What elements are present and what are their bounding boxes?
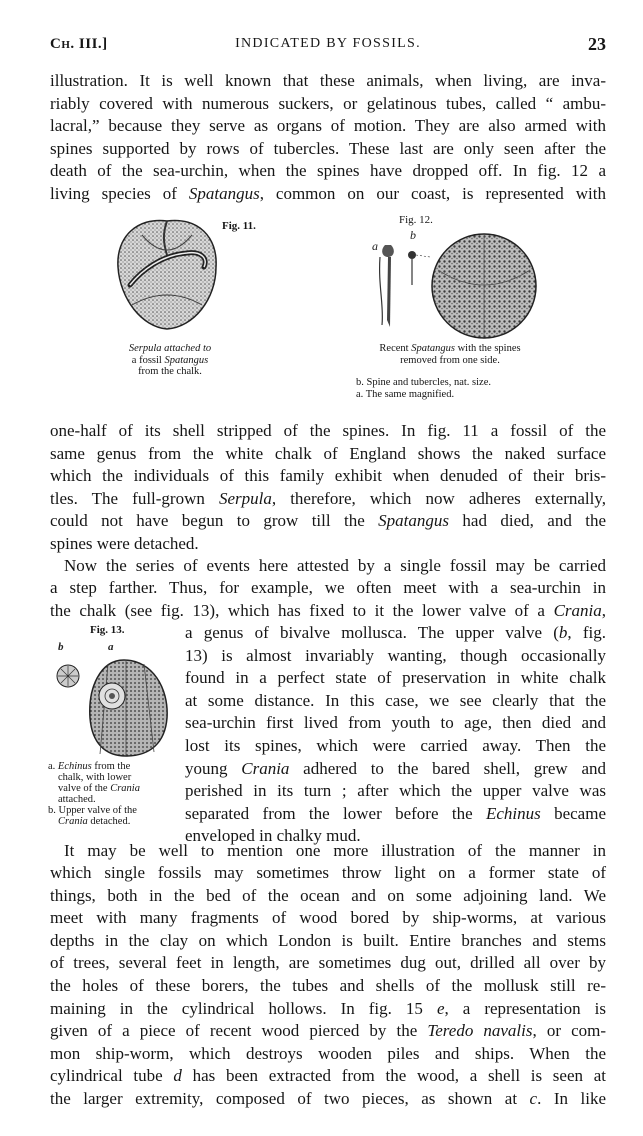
caption-line: attached. [58,794,96,805]
text-line: spines were detached. [50,533,199,553]
caption-line: Recent Spatangus with the spines [379,343,521,354]
paragraph-1 [50,70,606,206]
caption-line: from the chalk. [138,366,202,377]
caption-line: a fossil Spatangus [131,354,209,366]
text-line: could not have begun to grow till the Spatangus had died, and the [50,511,606,531]
text-line: same genus from the white chalk of England shows the naked surface [50,443,606,463]
text-line: lacral,” because they serve as organs of motion. They are also armed with [50,116,606,136]
fig12-mark-a: a [372,239,378,253]
caption-line: Serpula attached to [128,343,212,354]
caption-line: chalk, with lower [58,772,132,783]
echinus-crania-icon [50,638,182,760]
text-line: a genus of bivalve mollusca. The upper valve (b, fig. [185,623,606,642]
text-line: spines supported by rows of tubercles. These last are only seen after the [50,138,606,158]
fossil-spatangus-icon [112,215,222,333]
text-line: the larger extremity, composed of two pieces, as shown at c. In like [50,1088,606,1108]
text-line: mon ship-worm, which destroys wooden piles and ships. When the [50,1043,606,1063]
text-line: a step farther. Thus, for example, we often meet with a sea-urchin in [50,578,606,597]
fig13-label: Fig. 13. [90,624,125,636]
text-line: It may be well to mention one more illustration of the manner in [64,841,606,860]
paragraph-3 [64,555,606,578]
running-header [50,34,606,58]
text-line: illustration. It is well known that these animals, when living, are inva- [50,71,606,90]
fig12-label: Fig. 12. [399,214,433,226]
text-line: lost its spines, which were carried away. Then the [185,735,606,755]
text-line: given of a piece of recent wood pierced by the Teredo navalis, or com- [50,1021,606,1041]
text-line: maining in the cylindrical hollows. In fig. 15 e, a representation is [50,998,606,1018]
fig12-mark-b: b [410,228,416,242]
spatangus-urchin-icon [428,230,540,342]
text-line: the holes of these borers, the tubes and shells of the mollusk still re- [50,975,606,995]
caption-line: a. The same magnified. [356,388,455,400]
caption-line: b. Spine and tubercles, nat. size. [356,377,492,388]
caption-line: valve of the Crania [58,783,140,794]
text-line: tles. The full-grown Serpula, therefore, which now adheres externally, [50,488,606,508]
text-line: one-half of its shell stripped of the spines. In fig. 11 a fossil of the [50,421,606,440]
text-line: which single fossils may sometimes throw light on a former state of [50,863,606,882]
paragraph-2 [50,420,606,556]
text-line: sea-urchin first lived from youth to age, then died and [185,713,606,733]
text-line: Now the series of events here attested by a single fossil may be carried [64,556,606,575]
text-line: at some distance. In this case, we see clearly that the [185,690,606,710]
caption-line: removed from one side. [400,354,500,366]
text-line: depths in the clay on which London is built. Entire branches and stems [50,930,606,950]
text-line: riably covered with numerous suckers, or gelatinous tubes, called “ ambu- [50,93,606,113]
text-line: cylindrical tube d has been extracted from the wood, a shell is seen at [50,1066,606,1086]
text-line: young Crania adhered to the bared shell, grew and [185,758,606,778]
paragraph-3-cont [50,577,606,622]
fig13-illustration [50,638,182,760]
fig12-urchin-illustration [428,230,540,342]
caption-line: b. Upper valve of the [48,805,137,816]
running-title: INDICATED BY FOSSILS. [235,36,421,51]
fig12-spines-illustration [370,225,430,335]
spine-icon [370,225,430,335]
text-line: of trees, several feet in length, are sometimes dug out, drilled all over by [50,953,606,973]
fig12-notes [356,377,576,400]
text-line: found in a perfect state of preservation in white chalk [185,668,606,688]
text-line: separated from the lower before the Echinus became [185,803,607,823]
text-line: meet with many fragments of wood bored by ship-worms, at various [50,908,606,928]
fig13-caption [48,761,180,827]
text-line: the chalk (see fig. 13), which has fixed to it the lower valve of a Crania, [50,600,606,620]
fig13-mark-a: a [108,641,114,653]
fig13-mark-b: b [58,641,64,653]
page-number: 23 [588,34,606,54]
fig12-caption [345,343,555,366]
caption-line: a. Echinus from the [48,761,131,772]
text-line: 13) is almost invariably wanting, though occasionally [185,645,606,665]
chapter-label: Ch. III.] [50,36,108,52]
fig11-caption [95,343,245,378]
paragraph-3-wrapped [185,622,606,848]
text-line: perished in its turn ; after which the upper valve was [185,781,606,801]
fig11-illustration [112,215,222,333]
text-line: which the individuals of this family exhibit when denuded of their bris- [50,466,606,486]
text-line: living species of Spatangus, common on our coast, is represented with [50,183,606,203]
fig11-label: Fig. 11. [222,220,256,232]
text-line: enveloped in chalky mud. [185,826,361,846]
caption-line: Crania detached. [58,816,131,827]
text-line: things, both in the bed of the ocean and on some adjoining land. We [50,885,606,905]
paragraph-4 [64,840,606,863]
paragraph-4-cont [50,862,606,1111]
text-line: death of the sea-urchin, when the spines have dropped off. In fig. 12 a [50,161,606,181]
